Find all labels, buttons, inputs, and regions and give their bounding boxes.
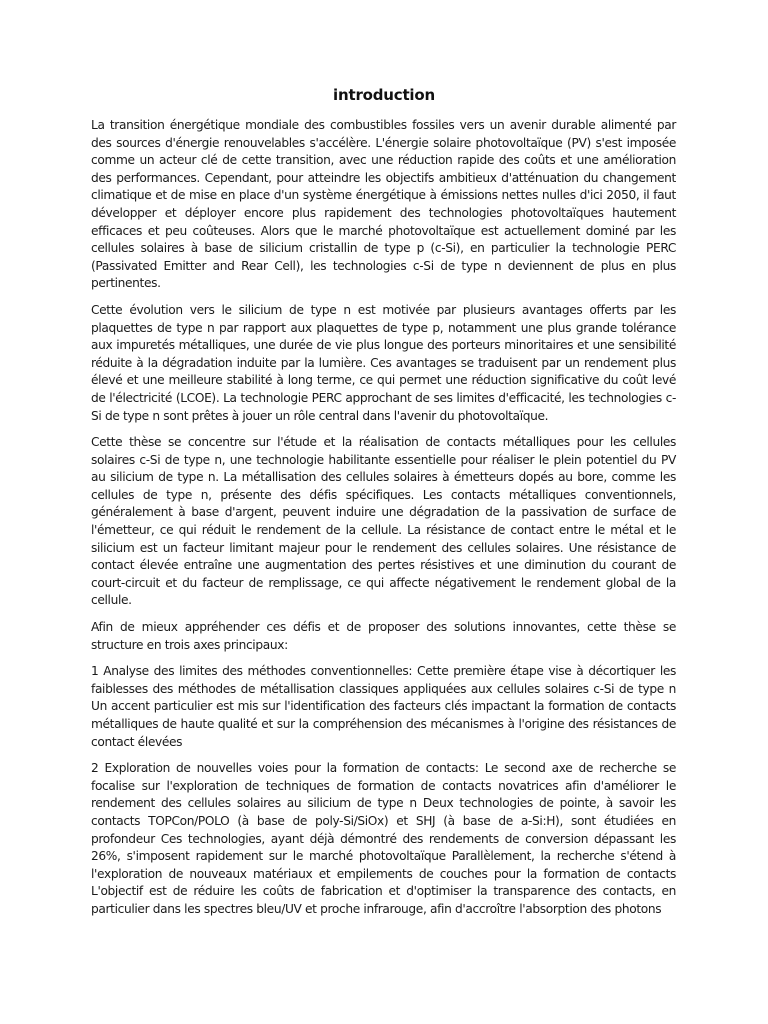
paragraph-structure: Afin de mieux appréhender ces défis et de proposer des solutions innovantes, cette thèse se structure en trois axes principaux:: [91, 620, 676, 652]
paragraph-n-type-advantages: Cette évolution vers le silicium de type n est motivée par plusieurs avantages offerts par les plaquettes de type n par rapport aux plaquettes de type p, notamment une plus grande tolérance aux impuretés métalliques, une durée de vie plus longue des porteurs minoritaires et une sensibilité réduite à la dégradation induite par la lumière. Ces avantages se traduisent par un rendement plus élevé et une meilleure stabilité à long terme, ce qui permet une réduction significative du coût levé de l'électricité (LCOE). La technologie PERC approchant de ses limites d'efficacité, les technologies c-Si de type n sont prêtes à jouer un rôle central dans l'avenir du photovoltaïque.: [91, 302, 676, 423]
paragraph-intro: La transition énergétique mondiale des combustibles fossiles vers un avenir durable alimenté par des sources d'énergie renouvelables s'accélère. L'énergie solaire photovoltaïque (PV) s'est imposée comme un acteur clé de cette transition, avec une réduction rapide des coûts et une amélioration des performances. Cependant, pour atteindre les objectifs ambitieux d'atténuation du changement climatique et de mise en place d'un système énergétique à émissions nettes nulles d'ici 2050, il faut développer et déployer encore plus rapidement des technologies photovoltaïques hautement efficaces et peu coûteuses. Alors que le marché photovoltaïque est actuellement dominé par les cellules solaires à base de silicium cristallin de type p (c-Si), en particulier la technologie PERC (Passivated Emitter and Rear Cell), les technologies c-Si de type n deviennent de plus en plus pertinentes.: [91, 118, 676, 291]
page-title: introduction: [333, 86, 435, 104]
paragraph-axis-1: 1 Analyse des limites des méthodes conventionnelles: Cette première étape vise à décortiquer les faiblesses des méthodes de métallisation classiques appliquées aux cellules solaires c-Si de type n Un accent particulier est mis sur l'identification des facteurs clés impactant la formation de contacts métalliques de haute qualité et sur la compréhension des mécanismes à l'origine des résistances de contact élevées: [91, 664, 676, 749]
paragraph-axis-2: 2 Exploration de nouvelles voies pour la formation de contacts: Le second axe de recherche se focalise sur l'exploration de techniques de formation de contacts novatrices afin d'améliorer le rendement des cellules solaires au silicium de type n Deux technologies de pointe, à savoir les contacts TOPCon/POLO (à base de poly-Si/SiOx) et SHJ (à base de a-Si:H), sont étudiées en profondeur Ces technologies, ayant déjà démontré des rendements de conversion dépassant les 26%, s'imposent rapidement sur le marché photovoltaïque Parallèlement, la recherche s'étend à l'exploration de nouveaux matériaux et empilements de couches pour la formation de contacts L'objectif est de réduire les coûts de fabrication et d'optimiser la transparence des contacts, en particulier dans les spectres bleu/UV et proche infrarouge, afin d'accroître l'absorption des photons: [91, 761, 676, 916]
document-body: [91, 117, 676, 928]
paragraph-thesis-focus: Cette thèse se concentre sur l'étude et la réalisation de contacts métalliques pour les cellules solaires c-Si de type n, une technologie habilitante essentielle pour réaliser le plein potentiel du PV au silicium de type n. La métallisation des cellules solaires à émetteurs dopés au bore, comme les cellules de type n, présente des défis spécifiques. Les contacts métalliques conventionnels, généralement à base d'argent, peuvent induire une dégradation de la passivation de surface de l'émetteur, ce qui réduit le rendement de la cellule. La résistance de contact entre le métal et le silicium est un facteur limitant majeur pour le rendement des cellules solaires. Une résistance de contact élevée entraîne une augmentation des pertes résistives et une diminution du courant de court-circuit et du facteur de remplissage, ce qui affecte négativement le rendement global de la cellule.: [91, 435, 676, 608]
